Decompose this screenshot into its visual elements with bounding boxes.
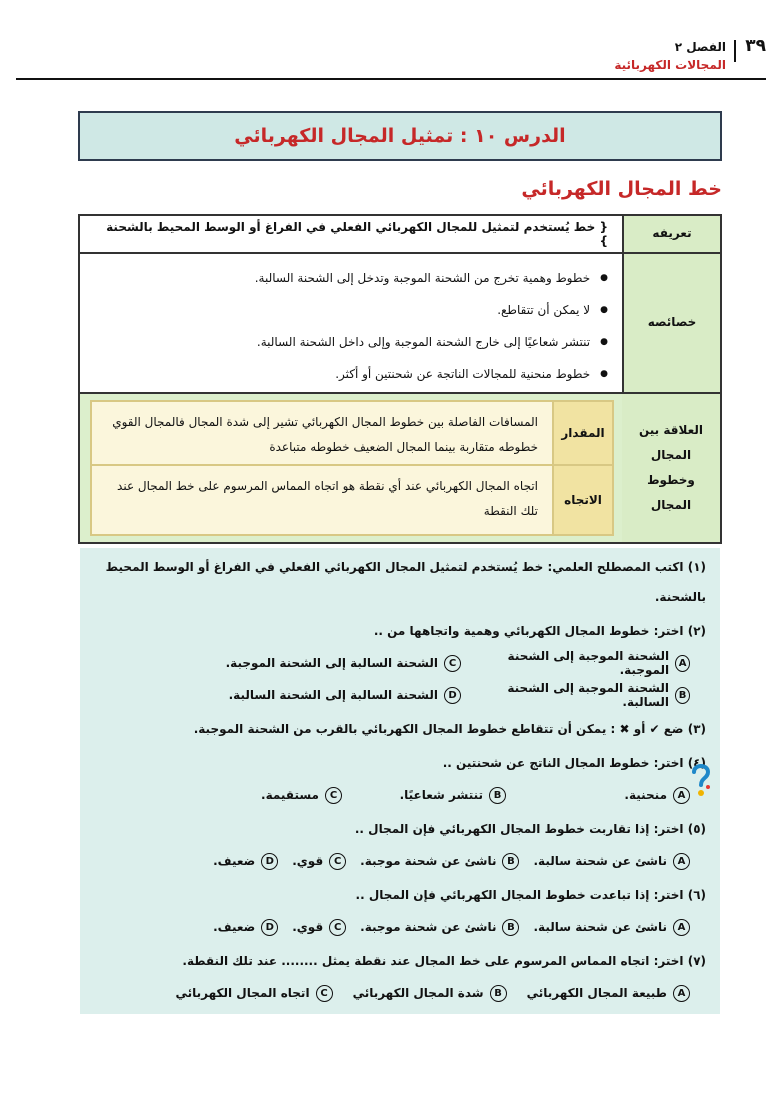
properties-row [80,254,720,394]
relation-content [80,394,622,542]
option-letter-icon: C [329,919,346,936]
option-letter-icon: C [325,787,342,804]
option-letter-icon: B [490,985,507,1002]
list-item: ● تنتشر شعاعيًا إلى خارج الشحنة الموجبة وإلى داخل الشحنة السالبة. [94,326,608,358]
option-a[interactable]: A طبيعة المجال الكهربائي [527,985,690,1002]
option-c[interactable]: C اتجاه المجال الكهربائي [175,985,332,1002]
option-letter-icon: B [502,853,519,870]
option-letter-icon: D [444,687,461,704]
option-a[interactable]: A الشحنة الموجبة إلى الشحنة الموجبة. [485,649,690,677]
question-3: (٣) ضع ✔ أو ✖ : يمكن أن تتقاطع خطوط المجال الكهربائي بالقرب من الشحنة الموجبة. [193,722,706,736]
question-2-options-row-1 [90,649,690,677]
question-5: (٥) اختر: إذا تقاربت خطوط المجال الكهربائي فإن المجال .. [354,822,706,836]
option-b[interactable]: B شدة المجال الكهربائي [353,985,507,1002]
option-letter-icon: B [489,787,506,804]
questions-box [80,548,720,1014]
relation-inner-table [90,400,614,536]
properties-list [94,254,608,390]
option-letter-icon: A [673,853,690,870]
lesson-title: الدرس ١٠ : تمثيل المجال الكهربائي [234,125,566,147]
option-letter-icon: A [675,655,690,672]
option-letter-icon: D [261,919,278,936]
question-mark-icon [688,760,714,800]
option-letter-icon: A [673,985,690,1002]
page-header [16,34,766,80]
option-letter-icon: B [502,919,519,936]
header-rule [16,78,766,80]
magnitude-text: المسافات الفاصلة بين خطوط المجال الكهربائي تشير إلى شدة المجال فالمجال القوي خطوطه متقاربة بينما المجال الضعيف خطوطه متباعدة [112,415,538,455]
option-a[interactable]: A ناشئ عن شحنة سالبة. [533,919,690,936]
question-2-options-row-2 [90,681,690,709]
direction-row [92,466,612,534]
question-7-options [90,979,690,1007]
definition-text: { خط يُستخدم لتمثيل للمجال الكهربائي الفعلي في الفراغ أو الوسط المحيط بالشحنة } [106,220,608,248]
option-d[interactable]: D ضعيف. [213,853,278,870]
option-letter-icon: C [329,853,346,870]
magnitude-label: المقدار [552,402,612,464]
list-item: ● خطوط منحنية للمجالات الناتجة عن شحنتين أو أكثر. [94,358,608,390]
question-4-options [90,781,690,809]
list-item: ● خطوط وهمية تخرج من الشحنة الموجبة وتدخل إلى الشحنة السالبة. [94,262,608,294]
option-c[interactable]: C الشحنة السالبة إلى الشحنة الموجبة. [226,655,461,672]
definition-label: تعريفه [622,216,720,252]
properties-content [80,254,622,392]
direction-text: اتجاه المجال الكهربائي عند أي نقطة هو اتجاه المماس المرسوم على خط المجال عند تلك النقطة [117,479,538,519]
option-d[interactable]: D الشحنة السالبة إلى الشحنة السالبة. [229,687,461,704]
relation-label: العلاقة بين المجال وخطوط المجال [622,394,720,542]
question-1: (١) اكتب المصطلح العلمي: خط يُستخدم لتمثيل المجال الكهربائي الفعلي في الفراغ أو الوسط المحيط بالشحنة. [105,560,706,604]
question-7: (٧) اختر: اتجاه المماس المرسوم على خط المجال عند نقطة يمثل ........ عند تلك النقطة. [182,954,706,968]
magnitude-row [92,402,612,466]
option-a[interactable]: A ناشئ عن شحنة سالبة. [533,853,690,870]
relation-row [80,394,720,542]
option-c[interactable]: C قوي. [292,853,346,870]
option-letter-icon: C [316,985,333,1002]
option-b[interactable]: B الشحنة الموجبة إلى الشحنة السالبة. [485,681,690,709]
chapter-label: الفصل ٢ [674,40,726,54]
option-letter-icon: D [261,853,278,870]
question-6-options [90,913,690,941]
lesson-banner [78,111,722,161]
option-letter-icon: A [673,787,690,804]
properties-label: خصائصه [622,254,720,392]
section-title: خط المجال الكهربائي [521,178,722,200]
option-b[interactable]: B تنتشر شعاعيًا. [366,787,506,804]
option-letter-icon: C [444,655,461,672]
option-d[interactable]: D ضعيف. [213,919,278,936]
chapter-title: المجالات الكهربائية [614,58,726,72]
summary-table [78,214,722,544]
question-4: (٤) اختر: خطوط المجال الناتج عن شحنتين .. [442,756,706,770]
option-c[interactable]: C قوي. [292,919,346,936]
option-b[interactable]: B ناشئ عن شحنة موجبة. [360,919,519,936]
option-a[interactable]: A منحنية. [530,787,690,804]
option-c[interactable]: C مستقيمة. [261,787,342,804]
question-2: (٢) اختر: خطوط المجال الكهربائي وهمية واتجاهها من .. [373,624,706,638]
header-divider [734,40,736,62]
option-letter-icon: B [675,687,690,704]
direction-label: الاتجاه [552,466,612,534]
question-5-options [90,847,690,875]
definition-row [80,216,720,254]
question-6: (٦) اختر: إذا تباعدت خطوط المجال الكهربائي فإن المجال .. [355,888,706,902]
page-number: ٣٩ [745,36,766,56]
option-letter-icon: A [673,919,690,936]
list-item: ● لا يمكن أن تتقاطع. [94,294,608,326]
option-b[interactable]: B ناشئ عن شحنة موجبة. [360,853,519,870]
